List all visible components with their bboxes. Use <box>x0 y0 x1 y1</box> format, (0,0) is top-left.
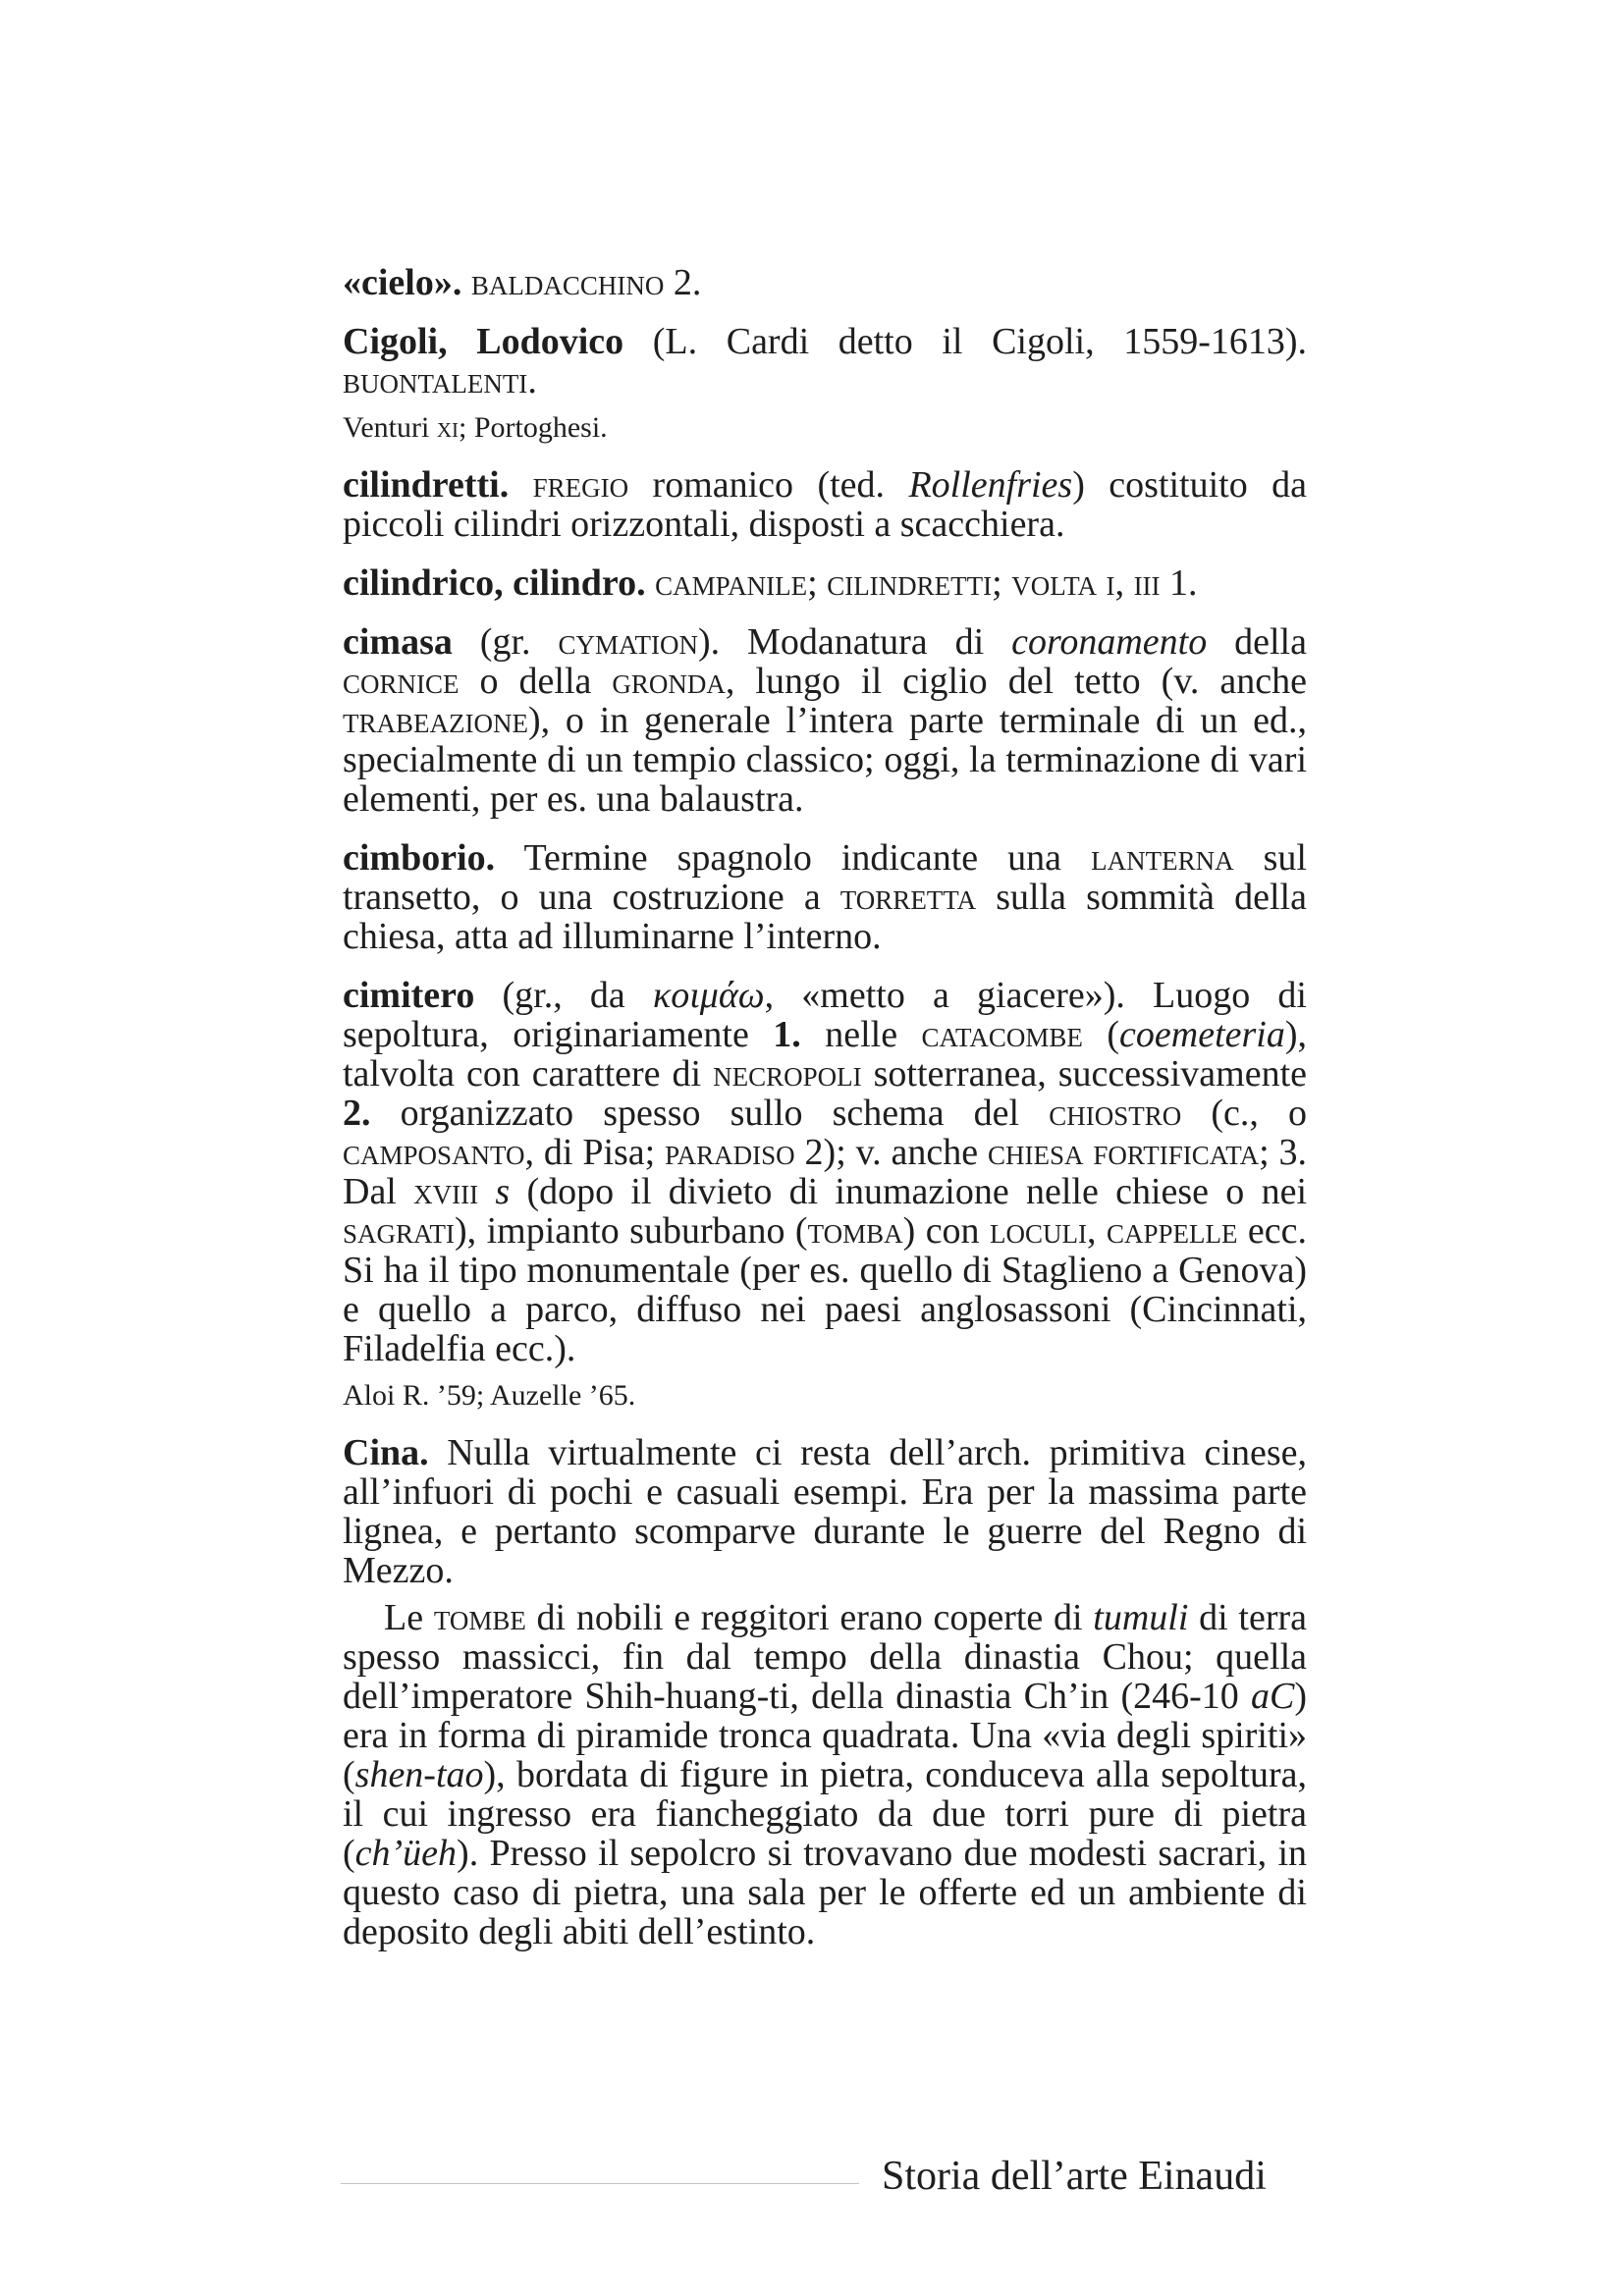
italic-term: coronamento <box>1011 621 1208 663</box>
cross-reference: cilindretti <box>827 562 993 604</box>
cross-reference: cappelle <box>1106 1210 1238 1252</box>
dictionary-column <box>343 263 1307 1971</box>
entry-text: ) con <box>902 1210 990 1252</box>
italic-term: shen-tao <box>354 1754 484 1795</box>
cross-reference: baldacchino <box>470 262 665 303</box>
entry-text: , di Pisa; <box>524 1132 666 1173</box>
entry-headword: «cielo». <box>343 262 462 303</box>
dictionary-entry <box>343 263 1307 302</box>
entry-text: . <box>1188 562 1198 604</box>
entry-text: di nobili e reggitori erano coperte di <box>525 1597 1094 1638</box>
entry-text: Nulla virtualmente ci resta dell’arch. primitiva cinese, all’infuori di pochi e casuali esempi. Era per la massima parte lignea, e pertanto scomparve durante le guerre del Regno di Mezzo. <box>343 1432 1307 1591</box>
entry-text: ; <box>992 562 1012 604</box>
cross-reference: camposanto <box>343 1132 525 1173</box>
italic-term: ch’üeh <box>354 1833 458 1874</box>
entry-text: , lungo il ciglio del tetto (v. anche <box>725 661 1307 702</box>
entry-text: sotterranea, successivamente <box>861 1053 1307 1095</box>
entry-headword: cilindrico, cilindro. <box>343 562 646 604</box>
cross-reference: xi <box>436 411 459 444</box>
italic-term: Rollenfries <box>908 464 1073 506</box>
italic-term: coemeteria <box>1119 1014 1285 1055</box>
italic-term: aC <box>1250 1676 1295 1717</box>
cross-reference: campanile <box>655 562 808 604</box>
entry-text: ( <box>1082 1014 1120 1055</box>
entry-text: , <box>1086 1210 1107 1252</box>
cross-reference: necropoli <box>713 1053 862 1095</box>
entry-headword: Cigoli, Lodovico <box>343 321 624 362</box>
entry-text: Aloi R. ’59; Auzelle ’65. <box>343 1379 636 1412</box>
entry-text: romanico (ted. <box>628 464 909 506</box>
italic-term: tumuli <box>1093 1597 1189 1638</box>
entry-text: (gr. <box>452 621 559 663</box>
cross-reference: torretta <box>839 877 977 918</box>
cross-reference: lanterna <box>1091 837 1234 879</box>
cross-reference: cornice <box>343 661 460 702</box>
cross-reference: cymation <box>558 621 698 663</box>
entry-headword: cimborio. <box>343 837 496 879</box>
entry-text: ) costituito da piccoli cilindri orizzontali, disposti a scacchiera. <box>343 464 1307 545</box>
italic-term: s <box>495 1171 511 1212</box>
entry-text <box>646 562 656 604</box>
footer-publisher-title: Storia dell’arte Einaudi <box>882 2154 1267 2199</box>
entry-text: 2. <box>664 262 702 303</box>
entry-text: di terra spesso massicci, fin dal tempo della dinastia Chou; quella dell’imperatore Shih-huang-ti, della dinastia Ch’in (246-10 <box>343 1597 1308 1717</box>
entry-text: ), bordata di figure in pietra, conduceva alla sepoltura, il cui ingresso era fiancheggiato da due torri pure di pietra ( <box>343 1754 1307 1874</box>
dictionary-entry <box>343 465 1307 544</box>
entry-text: 2); v. anche <box>794 1132 988 1173</box>
cross-reference: paradiso <box>665 1132 795 1173</box>
entry-text: sul transetto, o una costruzione a <box>343 837 1307 918</box>
italic-term: κοιμάω <box>652 975 765 1016</box>
entry-text: ; 3. Dal <box>343 1132 1307 1212</box>
entry-text: sulla sommità della chiesa, atta ad illuminarne l’interno. <box>343 877 1307 957</box>
entry-text: ; <box>807 562 828 604</box>
entry-text: ), o in generale l’intera parte terminale di un ed., specialmente di un tempio classico; oggi, la terminazione di vari elementi, per es. una balaustra. <box>343 700 1307 820</box>
bibliography-line <box>343 410 1307 446</box>
entry-headword: cimasa <box>343 621 453 663</box>
cross-reference: chiostro <box>1049 1093 1182 1134</box>
entry-text <box>509 464 532 506</box>
entry-text: nelle <box>800 1014 922 1055</box>
dictionary-entry <box>343 1433 1307 1590</box>
entry-text: Le <box>384 1597 434 1638</box>
entry-text: . <box>527 360 537 401</box>
entry-text <box>478 1171 495 1212</box>
cross-reference: sagrati <box>343 1210 456 1252</box>
footer-rule <box>341 2183 859 2184</box>
cross-reference: trabeazione <box>343 700 528 741</box>
bibliography-line <box>343 1378 1307 1414</box>
entry-paragraph <box>343 1598 1307 1951</box>
entry-text: o della <box>459 661 613 702</box>
entry-text: ). Modanatura di <box>697 621 1012 663</box>
entry-text: ), impianto suburbano ( <box>455 1210 808 1252</box>
entry-text <box>461 262 471 303</box>
cross-reference: fregio <box>532 464 629 506</box>
entry-text: 2. <box>343 1093 371 1134</box>
entry-text: , <box>1114 562 1134 604</box>
dictionary-entry <box>343 976 1307 1368</box>
cross-reference: gronda <box>612 661 726 702</box>
cross-reference: tombe <box>433 1597 526 1638</box>
entry-text: ) era in forma di piramide tronca quadrata. Una «via degli spiriti» ( <box>343 1676 1307 1795</box>
entry-headword: cilindretti. <box>343 464 510 506</box>
entry-text: 1. <box>773 1014 801 1055</box>
entry-text: organizzato spesso sullo schema del <box>370 1093 1050 1134</box>
dictionary-entry <box>343 838 1307 956</box>
cross-reference: buontalenti <box>343 360 528 401</box>
dictionary-entry <box>343 322 1307 400</box>
cross-reference: chiesa fortificata <box>987 1132 1260 1173</box>
entry-text: (L. Cardi detto il Cigoli, 1559-1613). <box>623 321 1307 362</box>
entry-text: ecc. Si ha il tipo monumentale (per es. quello di Staglieno a Genova) e quello a parco, diffuso nei paesi anglosassoni (Cincinnati, Filadelfia ecc.). <box>343 1210 1307 1369</box>
cross-reference: catacombe <box>921 1014 1083 1055</box>
entry-text: Termine spagnolo indicante una <box>495 837 1092 879</box>
cross-reference: iii 1 <box>1133 562 1189 604</box>
cross-reference: xviii <box>413 1171 479 1212</box>
entry-text: (gr., da <box>474 975 653 1016</box>
cross-reference: loculi <box>990 1210 1087 1252</box>
entry-text: ), talvolta con carattere di <box>343 1014 1307 1095</box>
entry-text: , «metto a giacere»). Luogo di sepoltura, originariamente <box>343 975 1307 1055</box>
entry-text: della <box>1207 621 1307 663</box>
entry-text: (c., o <box>1181 1093 1307 1134</box>
entry-text: ). Presso il sepolcro si trovavano due modesti sacrari, in questo caso di pietra, una sala per le offerte ed un ambiente di deposito degli abiti dell’estinto. <box>343 1833 1307 1952</box>
entry-text: (dopo il divieto di inumazione nelle chiese o nei <box>510 1171 1307 1212</box>
entry-headword: cimitero <box>343 975 475 1016</box>
cross-reference: tomba <box>807 1210 903 1252</box>
dictionary-entry <box>343 563 1307 603</box>
cross-reference: volta i <box>1011 562 1115 604</box>
entry-headword: Cina. <box>343 1432 429 1473</box>
entry-text: Venturi <box>343 411 437 444</box>
entry-text: ; Portoghesi. <box>459 411 608 444</box>
dictionary-entry <box>343 622 1307 819</box>
